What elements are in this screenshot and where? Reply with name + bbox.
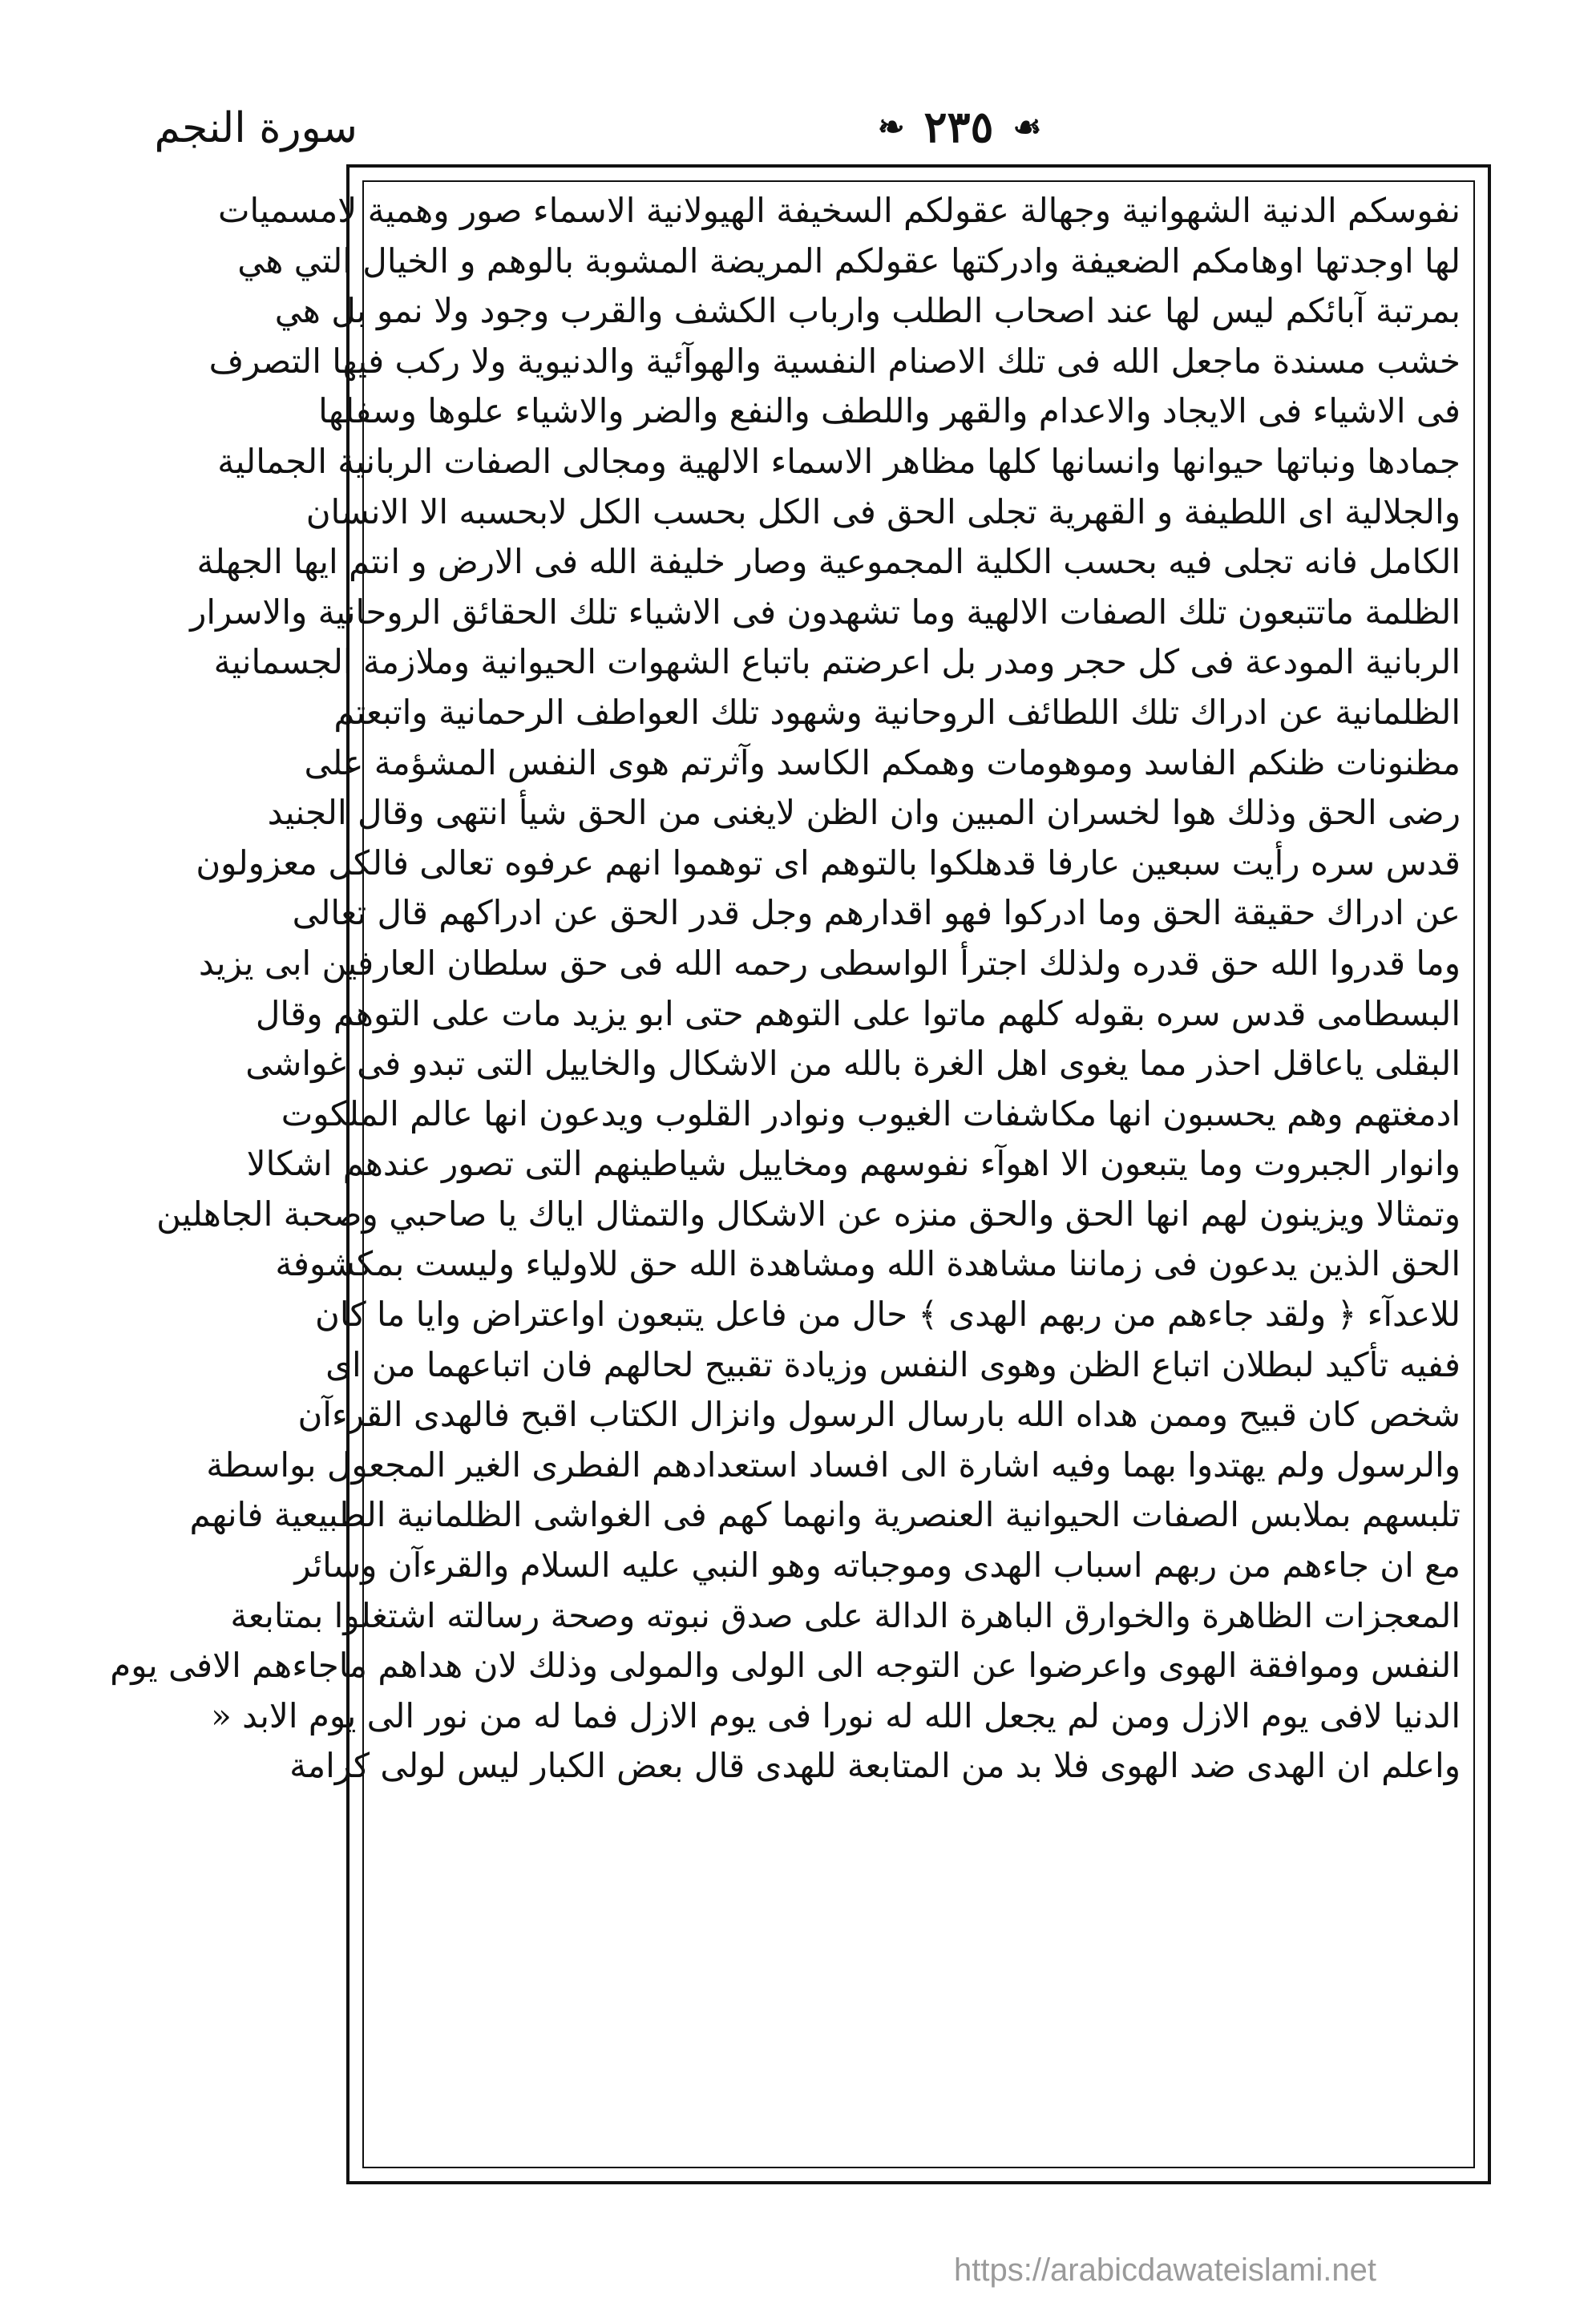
text-line: الظلمة ماتتبعون تلك الصفات الالهية وما تشهدون فى الاشياء تلك الحقائق الروحانية والاسرار — [190, 592, 1461, 632]
text-line: لها اوجدتها اوهامكم الضعيفة وادركتها عقولكم المريضة المشوبة بالوهم و الخيال التي هي — [237, 240, 1461, 281]
page-number-block — [878, 101, 1041, 152]
text-line: ففيه تأكيد لبطلان اتباع الظن وهوى النفس وزيادة تقبيح لحالهم فان اتباعهما من اى — [325, 1344, 1461, 1384]
text-line: الدنيا لافى يوم الازل ومن لم يجعل الله له نورا فى يوم الازل فما له من نور الى يوم الابد « — [211, 1695, 1461, 1735]
text-line: تلبسهم بملابس الصفات الحيوانية العنصرية وانهما كهم فى الغواشى الظلمانية الطبيعية فانهم — [189, 1495, 1461, 1535]
text-line: الظلمانية عن ادراك تلك اللطائف الروحانية وشهود تلك العواطف الرحمانية واتبعتم — [333, 692, 1461, 732]
text-line: رضى الحق وذلك هوا لخسران المبين وان الظن لايغنى من الحق شيأ انتهى وقال الجنيد — [267, 793, 1461, 833]
watermark-url: https://arabicdawateislami.net — [954, 2252, 1376, 2288]
text-line: مع ان جاءهم من ربهم اسباب الهدى وموجباته وهو النبي عليه السلام والقرءآن وسائر — [294, 1545, 1461, 1586]
text-line: عن ادراك حقيقة الحق وما ادركوا فهو اقدارهم وجل قدر الحق عن ادراكهم قال تعالى — [292, 893, 1461, 933]
text-line: فى الاشياء فى الايجاد والاعدام والقهر واللطف والنفع والضر والاشياء علوها وسفلها — [318, 391, 1461, 431]
surah-title: سورة النجم — [154, 104, 358, 152]
text-line: البقلى ياعاقل احذر مما يغوى اهل الغرة بالله من الاشكال والخاييل التى تبدو فى غواشى — [245, 1044, 1461, 1084]
text-body — [110, 186, 1461, 1792]
text-line: خشب مسندة ماجعل الله فى تلك الاصنام النفسية والهوآئية والدنيوية ولا ركب فيها التصرف — [208, 341, 1461, 381]
text-line: قدس سره رأيت سبعين عارفا قدهلكوا بالتوهم اى توهموا انهم عرفوه تعالى فالكل معزولون — [196, 842, 1461, 883]
text-line: ادمغتهم وهم يحسبون انها مكاشفات الغيوب ونوادر القلوب ويدعون انها عالم الملكوت — [281, 1093, 1461, 1133]
page-number: ٢٣٥ — [923, 101, 994, 152]
text-line: والرسول ولم يهتدوا بهما وفيه اشارة الى افساد استعدادهم الفطرى الغير المجعول بواسطة — [206, 1444, 1461, 1485]
text-line: مظنونات ظنكم الفاسد وموهومات وهمكم الكاسد وآثرتم هوى النفس المشؤمة على — [304, 742, 1461, 782]
text-line: وانوار الجبروت وما يتبعون الا اهوآء نفوسهم ومخاييل شياطينهم التى تصور عندهم اشكالا — [246, 1144, 1461, 1184]
text-line: الربانية المودعة فى كل حجر ومدر بل اعرضتم باتباع الشهوات الحيوانية وملازمة الجسمانية — [213, 642, 1461, 682]
text-line: الحق الذين يدعون فى زماننا مشاهدة الله ومشاهدة الله حق للاولياء وليست بمكشوفة — [275, 1244, 1461, 1284]
text-line: المعجزات الظاهرة والخوارق الباهرة الدالة على صدق نبوته وصحة رسالته اشتغلوا بمتابعة — [230, 1595, 1461, 1635]
text-line: الكامل فانه تجلى فيه بحسب الكلية المجموعية وصار خليفة الله فى الارض و انتم ايها الجهلة — [196, 542, 1461, 582]
text-line: النفس وموافقة الهوى واعرضوا عن التوجه الى الولى والمولى وذلك لان هداهم ماجاءهم الافى يوم — [110, 1646, 1461, 1686]
text-line: والجلالية اى اللطيفة و القهرية تجلى الحق فى الكل بحسب الكل لابحسبه الا الانسان — [305, 491, 1461, 531]
ornament-left-icon: ❧ — [878, 107, 905, 146]
text-line: جمادها ونباتها حيوانها وانسانها كلها مظاهر الاسماء الالهية ومجالى الصفات الربانية الجمالية — [217, 441, 1461, 481]
text-line: وما قدروا الله حق قدره ولذلك اجترأ الواسطى رحمه الله فى حق سلطان العارفين ابى يزيد — [198, 943, 1461, 983]
text-line: نفوسكم الدنية الشهوانية وجهالة عقولكم السخيفة الهيولانية الاسماء صور وهمية لامسميات — [218, 191, 1461, 230]
text-line: البسطامى قدس سره بقوله كلهم ماتوا على التوهم حتى ابو يزيد مات على التوهم وقال — [255, 993, 1461, 1033]
text-line: شخص كان قبيح وممن هداه الله بارسال الرسول وانزال الكتاب اقبح فالهدى القرءآن — [297, 1395, 1461, 1435]
ornament-right-icon: ☙ — [1012, 107, 1042, 146]
text-line: بمرتبة آبائكم ليس لها عند اصحاب الطلب وارباب الكشف والقرب وجود ولا نمو بل هي — [274, 291, 1461, 331]
text-line: واعلم ان الهدى ضد الهوى فلا بد من المتابعة للهدى قال بعض الكبار ليس لولى كرامة — [289, 1746, 1461, 1786]
text-line: للاعدآء ﴿ ولقد جاءهم من ربهم الهدى ﴾ حال من فاعل يتبعون اواعتراض وايا ما كان — [314, 1295, 1461, 1335]
text-line: وتمثالا ويزينون لهم انها الحق والحق منزه عن الاشكال والتمثال اياك يا صاحبي وصحبة الجاهلين — [156, 1194, 1461, 1234]
